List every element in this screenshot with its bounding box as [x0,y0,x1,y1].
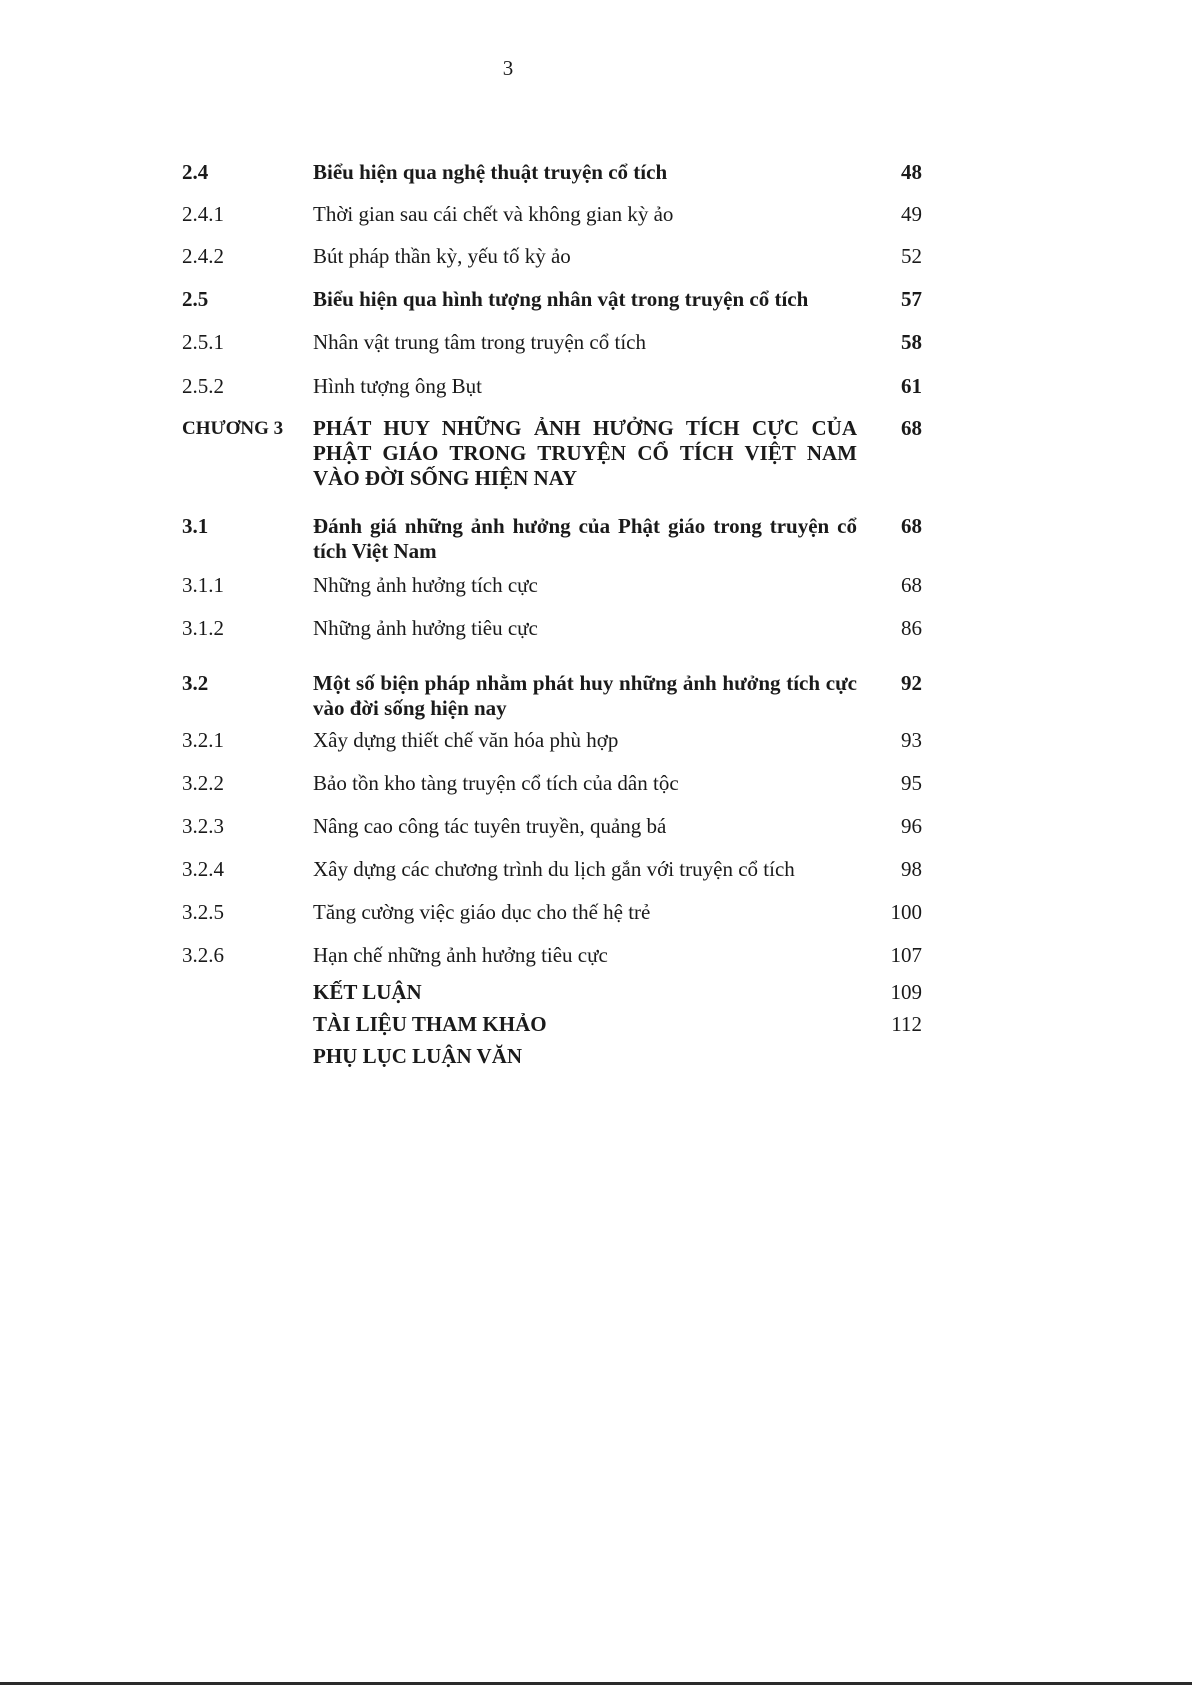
toc-entry-number: 3.2.6 [182,943,224,967]
toc-entry-page: 86 [901,616,922,640]
toc-entry-number: 2.4 [182,160,209,184]
toc-entry-number: 3.1.2 [182,616,224,640]
toc-entry-title: Bảo tồn kho tàng truyện cổ tích của dân tộc [313,771,679,795]
toc-entry-page: 95 [901,771,922,795]
toc-entry-title: PHỤ LỤC LUẬN VĂN [313,1044,523,1068]
toc-entry-page: 61 [901,374,922,398]
toc-entry-title: Bút pháp thần kỳ, yếu tố kỳ ảo [313,244,571,268]
toc-entry-page: 109 [890,980,922,1004]
page-number: 3 [502,56,514,80]
toc-entry-title: Tăng cường việc giáo dục cho thế hệ trẻ [313,900,651,924]
toc-entry-page: 49 [901,202,922,226]
toc-entry-number: 2.4.1 [182,202,224,226]
toc-entry-page: 93 [901,728,922,752]
toc-entry-title: Thời gian sau cái chết và không gian kỳ ảo [313,202,674,226]
toc-entry-title: Biểu hiện qua hình tượng nhân vật trong truyện cổ tích [313,287,809,311]
toc-entry-title: KẾT LUẬN [313,980,422,1004]
toc-entry-page: 100 [890,900,922,924]
toc-entry-number: 2.5.1 [182,330,224,354]
toc-entry-number: 3.2.1 [182,728,224,752]
toc-entry-title: Nâng cao công tác tuyên truyền, quảng bá [313,814,667,838]
toc-entry-number: 3.1.1 [182,573,224,597]
toc-entry-page: 107 [890,943,922,967]
toc-entry-page: 112 [891,1012,922,1036]
toc-entry-number: 3.2.4 [182,857,224,881]
toc-entry-page: 48 [901,160,922,184]
toc-entry-title: Những ảnh hưởng tích cực [313,573,538,597]
toc-entry-number: 3.1 [182,514,209,538]
toc-entry-title: Một số biện pháp nhằm phát huy những ảnh hưởng tích cực vào đời sống hiện nay [313,671,857,720]
toc-entry-number: 3.2.5 [182,900,224,924]
toc-entry-number: 3.2 [182,671,209,695]
toc-entry-title: Hạn chế những ảnh hưởng tiêu cực [313,943,608,967]
toc-entry-title: Hình tượng ông Bụt [313,374,482,398]
toc-entry-number: 3.2.3 [182,814,224,838]
toc-entry-page: 52 [901,244,922,268]
toc-entry-page: 98 [901,857,922,881]
toc-entry-page: 68 [901,573,922,597]
toc-entry-number: CHƯƠNG 3 [182,418,284,439]
toc-entry-title: Biểu hiện qua nghệ thuật truyện cổ tích [313,160,668,184]
toc-entry-number: 2.4.2 [182,244,224,268]
toc-entry-title: Xây dựng các chương trình du lịch gắn với truyện cổ tích [313,857,795,881]
toc-entry-page: 58 [901,330,922,354]
toc-entry-page: 96 [901,814,922,838]
toc-entry-number: 2.5 [182,287,209,311]
toc-entry-title: Nhân vật trung tâm trong truyện cổ tích [313,330,646,354]
toc-entry-title: TÀI LIỆU THAM KHẢO [313,1012,547,1036]
toc-entry-page: 57 [901,287,922,311]
toc-entry-title: Những ảnh hưởng tiêu cực [313,616,538,640]
toc-entry-title: Đánh giá những ảnh hưởng của Phật giáo trong truyện cổ tích Việt Nam [313,514,857,563]
toc-entry-page: 92 [901,671,922,695]
toc-entry-number: 3.2.2 [182,771,224,795]
toc-entry-page: 68 [901,416,922,440]
toc-entry-title: Xây dựng thiết chế văn hóa phù hợp [313,728,619,752]
toc-entry-number: 2.5.2 [182,374,224,398]
toc-entry-page: 68 [901,514,922,538]
toc-entry-title: PHÁT HUY NHỮNG ẢNH HƯỞNG TÍCH CỰC CỦA PHẬT GIÁO TRONG TRUYỆN CỔ TÍCH VIỆT NAM VÀO ĐỜI SỐNG HIỆN NAY [313,416,857,490]
